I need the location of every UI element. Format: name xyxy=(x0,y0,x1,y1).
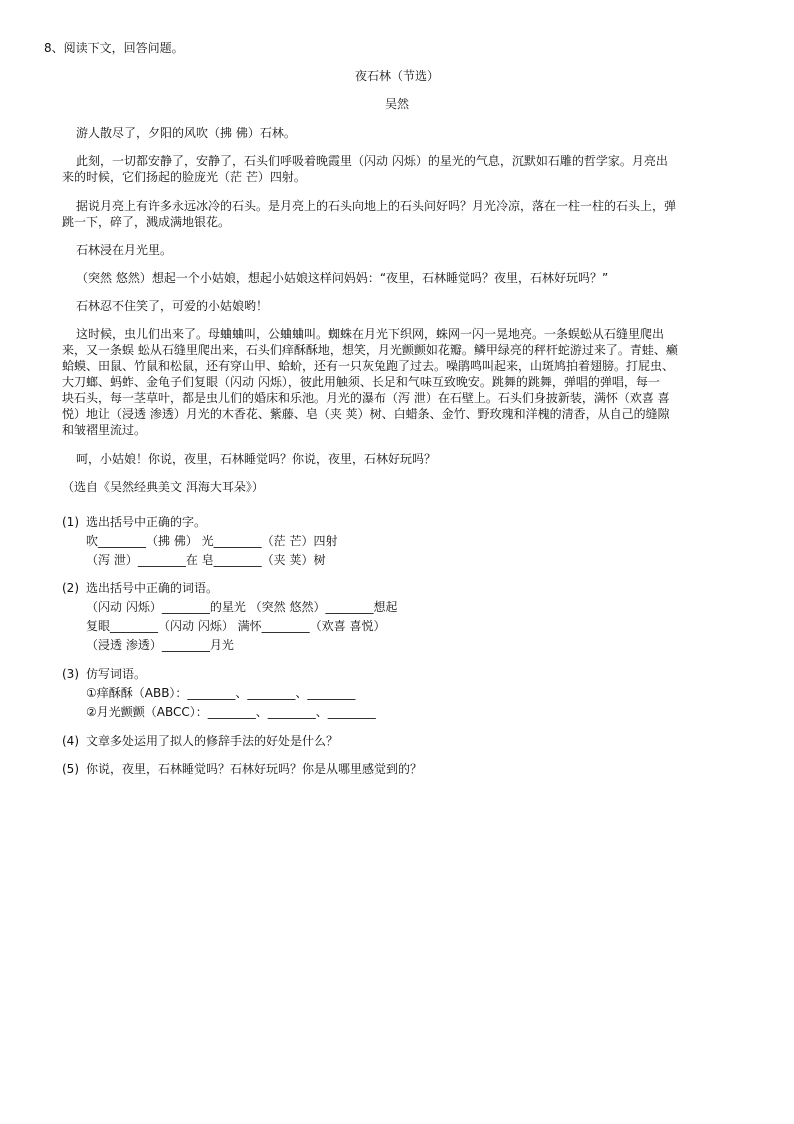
passage-author: 吴然 xyxy=(384,97,409,111)
question-row: 吹________（拂 佛） 光________（茫 芒）四射 xyxy=(86,534,338,548)
passage-line: 块石头，每一茎草叶，都是虫儿们的婚床和乐池。月光的瀑布（泻 泄）在石壁上。石头们身披新装，满怀（欢喜 喜 xyxy=(62,391,670,405)
question-row: ①痒酥酥（ABB）：________、________、________ xyxy=(86,686,356,700)
question-row: 复眼________（闪动 闪烁） 满怀________（欢喜 喜悦） xyxy=(86,619,386,633)
question-prompt: 仿写词语。 xyxy=(86,667,147,681)
passage-line: 来的时候，它们扬起的脸庞光（茫 芒）四射。 xyxy=(62,170,306,184)
question-number: (5) xyxy=(62,762,79,776)
passage-line: 游人散尽了，夕阳的风吹（拂 佛）石林。 xyxy=(76,126,296,140)
question-prompt: 选出括号中正确的词语。 xyxy=(86,581,219,595)
question-row: （闪动 闪烁）________的星光 （突然 悠然）________想起 xyxy=(86,600,398,614)
passage-line: 蛤蟆、田鼠、竹鼠和松鼠，还有穿山甲、蛤蚧，还有一只灰兔跑了过去。噪鹃鸣叫起来，山斑鸠拍着翅膀。打屁虫、 xyxy=(62,359,675,373)
question-number: (2) xyxy=(62,581,79,595)
passage-line: 和皱褶里流过。 xyxy=(62,423,147,437)
passage-line: 此刻，一切都安静了，安静了，石头们呼吸着晚霞里（闪动 闪烁）的星光的气息，沉默如石雕的哲学家。月亮出 xyxy=(76,154,668,168)
passage-line: 跳一下，碎了，溅成满地银花。 xyxy=(62,215,231,229)
passage-line: 来，又一条蜈 蚣从石缝里爬出来，石头们痒酥酥地，想笑，月光颤颤如花瓣。鳞甲绿亮的秤杆蛇游过来了。青蛙、癞 xyxy=(62,343,678,357)
passage-line: 大刀螂、蚂蚱、金龟子们复眼（闪动 闪烁），彼此用触须、长足和气味互致晚安。跳舞的跳舞，弹唱的弹唱，每一 xyxy=(62,375,660,389)
question-prompt: 文章多处运用了拟人的修辞手法的好处是什么？ xyxy=(86,734,339,748)
passage-line: 据说月亮上有许多永远冰冷的石头。是月亮上的石头向地上的石头问好吗？月光冷凉，落在一柱一柱的石头上，弹 xyxy=(76,199,677,213)
question-number: (3) xyxy=(62,667,79,681)
question-header: 8、阅读下文，回答问题。 xyxy=(44,41,184,55)
passage-title: 夜石林（节选） xyxy=(354,69,439,83)
passage-line: 石林忍不住笑了，可爱的小姑娘哟！ xyxy=(76,299,269,313)
passage-line: 这时候，虫儿们出来了。母蛐蛐叫，公蛐蛐叫。蜘蛛在月光下织网，蛛网一闪一晃地亮。一条蜈蚣从石缝里爬出 xyxy=(76,327,665,341)
passage-line: 呵，小姑娘！你说，夜里，石林睡觉吗？你说，夜里，石林好玩吗？ xyxy=(76,452,437,466)
question-number: (4) xyxy=(62,734,79,748)
passage-line: （突然 悠然）想起一个小姑娘，想起小姑娘这样问妈妈：“夜里，石林睡觉吗？夜里，石林好玩吗？” xyxy=(76,271,609,285)
passage-source: （选自《吴然经典美文 洱海大耳朵》） xyxy=(62,480,264,494)
question-number: (1) xyxy=(62,515,79,529)
passage-line: 悦）地让（浸透 渗透）月光的木香花、紫藤、皂（夹 荚）树、白蜡条、金竹、野玫瑰和洋槐的清香，从自己的缝隙 xyxy=(62,407,670,421)
question-row: ②月光颤颤（ABCC）：________、________、________ xyxy=(86,705,376,719)
question-prompt: 你说，夜里，石林睡觉吗？石林好玩吗？你是从哪里感觉到的？ xyxy=(86,762,423,776)
question-row: （泻 泄）________在 皂________（夹 荚）树 xyxy=(86,553,326,567)
passage-line: 石林浸在月光里。 xyxy=(76,243,173,257)
question-row: （浸透 渗透）________月光 xyxy=(86,638,234,652)
question-prompt: 选出括号中正确的字。 xyxy=(86,515,207,529)
